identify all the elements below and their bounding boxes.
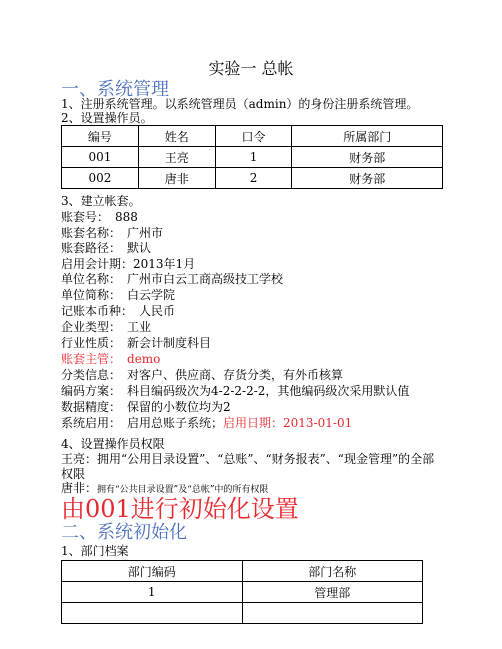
field-currency xyxy=(61,305,175,317)
table-header-row xyxy=(62,126,443,147)
header-cell: 所属部门 xyxy=(292,126,443,147)
field-label: 单位简称： xyxy=(61,288,122,302)
field-system-enable xyxy=(61,417,352,429)
field-value-enable-date: 启用日期：2013-01-01 xyxy=(223,416,353,430)
field-account-path xyxy=(61,242,151,254)
perm-tang-text: 拥有“公共目录设置”及“总帐”中的所有权限 xyxy=(97,485,269,495)
table-row xyxy=(62,603,423,624)
operators-table xyxy=(61,125,443,189)
table-header-row xyxy=(62,561,423,582)
table-cell: 001 xyxy=(62,147,139,168)
field-value: demo xyxy=(127,352,161,366)
field-label: 账套主管： xyxy=(61,352,122,366)
field-label: 系统启用： xyxy=(61,416,122,430)
field-label: 行业性质： xyxy=(61,336,122,350)
field-classification xyxy=(61,369,343,381)
table-cell: 1 xyxy=(62,582,243,603)
field-label: 记账本币种： xyxy=(61,304,134,318)
perm-tang-label: 唐非： xyxy=(61,481,98,495)
field-value: 白云学院 xyxy=(127,288,176,302)
field-value: 工业 xyxy=(127,320,152,334)
field-value: 对客户、供应商、存货分类，有外币核算 xyxy=(127,368,344,382)
field-company-short xyxy=(61,289,175,301)
field-value: 默认 xyxy=(127,241,152,255)
field-label: 账套名称： xyxy=(61,226,122,240)
table-cell: 1 xyxy=(215,147,292,168)
page-title: 实验一 总帐 xyxy=(208,59,294,78)
header-cell: 姓名 xyxy=(138,126,215,147)
table-cell: 002 xyxy=(62,168,139,189)
field-start-period xyxy=(61,258,195,270)
header-cell: 编号 xyxy=(62,126,139,147)
field-value: 人民币 xyxy=(139,304,176,318)
table-cell: 财务部 xyxy=(292,147,443,168)
field-value: 保留的小数位均为2 xyxy=(127,400,231,414)
field-data-precision xyxy=(61,401,231,413)
section-heading-system-init: 二、系统初始化 xyxy=(61,522,187,543)
field-label: 账套号： xyxy=(61,210,110,224)
field-value: 888 xyxy=(115,210,138,224)
field-account-supervisor xyxy=(61,353,160,365)
field-value: 新会计制度科目 xyxy=(127,336,212,350)
field-label: 分类信息： xyxy=(61,368,122,382)
step-operator-permissions: 4、设置操作员权限 xyxy=(61,437,165,451)
step-register: 1、注册系统管理。以系统管理员（admin）的身份注册系统管理。 xyxy=(61,97,419,111)
header-cell: 部门名称 xyxy=(242,561,423,582)
table-cell xyxy=(62,603,243,624)
step-set-operators: 2、设置操作员。 xyxy=(61,111,153,125)
field-value: 2013年1月 xyxy=(133,257,196,271)
field-value: 科目编码级次为4-2-2-2-2，其他编码级次采用默认值 xyxy=(127,384,410,398)
field-account-name xyxy=(61,227,163,239)
init-banner: 由001进行初始化设置 xyxy=(61,495,299,523)
field-label: 编码方案： xyxy=(61,384,122,398)
perm-tang-line xyxy=(61,482,268,495)
step-department-records: 1、部门档案 xyxy=(61,544,129,558)
field-label: 启用会计期： xyxy=(61,257,134,271)
field-coding-scheme xyxy=(61,385,409,397)
field-label: 企业类型： xyxy=(61,320,122,334)
field-company-name xyxy=(61,273,283,285)
field-value: 启用总账子系统； xyxy=(127,416,224,430)
table-cell xyxy=(242,603,423,624)
table-row xyxy=(62,168,443,189)
field-value: 广州市白云工商高级技工学校 xyxy=(127,272,284,286)
table-cell: 2 xyxy=(215,168,292,189)
field-label: 数据精度： xyxy=(61,400,122,414)
section-heading-system-management: 一、系统管理 xyxy=(61,79,169,100)
table-cell: 唐非 xyxy=(138,168,215,189)
departments-table xyxy=(61,560,423,624)
perm-wang-line1: 王亮：拥用“公用目录设置”、“总账”、“财务报表”、“现金管理”的全部 xyxy=(61,452,435,466)
table-cell: 管理部 xyxy=(242,582,423,603)
field-industry xyxy=(61,337,211,349)
header-cell: 部门编码 xyxy=(62,561,243,582)
field-enterprise-type xyxy=(61,321,151,333)
header-cell: 口令 xyxy=(215,126,292,147)
field-label: 单位名称： xyxy=(61,272,122,286)
table-cell: 王亮 xyxy=(138,147,215,168)
table-row xyxy=(62,147,443,168)
step-create-account: 3、建立帐套。 xyxy=(61,194,141,208)
field-account-no xyxy=(61,211,138,223)
field-label: 账套路径： xyxy=(61,241,122,255)
table-cell: 财务部 xyxy=(292,168,443,189)
perm-wang-line2: 权限 xyxy=(61,467,86,481)
table-row xyxy=(62,582,423,603)
field-value: 广州市 xyxy=(127,226,164,240)
